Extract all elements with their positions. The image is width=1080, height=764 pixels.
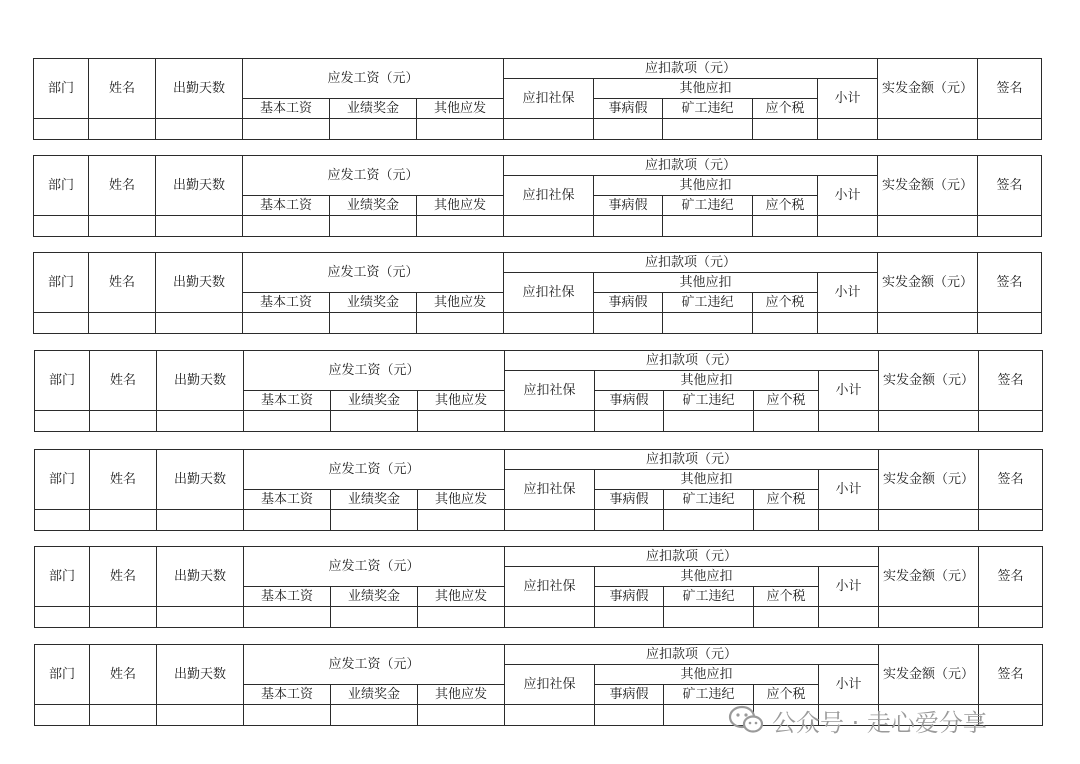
gross-pay-header: 应发工资（元）: [243, 253, 504, 293]
income-tax-header: 应个税: [753, 293, 818, 313]
attendance-days-header: 出勤天数: [156, 253, 243, 313]
attendance-days-cell[interactable]: [157, 510, 244, 531]
department-header: 部门: [34, 253, 89, 313]
department-header: 部门: [35, 645, 90, 705]
other-deductions-header: 其他应扣: [595, 470, 819, 490]
base-salary-cell[interactable]: [243, 119, 330, 140]
performance-bonus-header: 业绩奖金: [331, 587, 418, 607]
base-salary-header: 基本工资: [244, 391, 331, 411]
department-cell[interactable]: [35, 510, 90, 531]
leave-header: 事病假: [595, 587, 664, 607]
attendance-days-cell[interactable]: [157, 411, 244, 432]
performance-bonus-cell[interactable]: [330, 119, 417, 140]
other-payable-header: 其他应发: [418, 490, 505, 510]
performance-bonus-header: 业绩奖金: [331, 685, 418, 705]
other-payable-cell[interactable]: [417, 119, 504, 140]
base-salary-header: 基本工资: [244, 490, 331, 510]
subtotal-header: 小计: [819, 567, 879, 607]
wechat-icon: [728, 705, 764, 735]
other-payable-header: 其他应发: [417, 196, 504, 216]
deductions-header: 应扣款项（元）: [504, 156, 878, 176]
name-cell[interactable]: [90, 607, 157, 628]
leave-cell[interactable]: [595, 607, 664, 628]
signature-header: 签名: [978, 156, 1042, 216]
net-pay-cell[interactable]: [878, 313, 978, 334]
leave-cell[interactable]: [595, 411, 664, 432]
deductions-header: 应扣款项（元）: [505, 450, 879, 470]
leave-header: 事病假: [594, 196, 663, 216]
name-header: 姓名: [90, 547, 157, 607]
net-pay-cell[interactable]: [879, 607, 979, 628]
gross-pay-header: 应发工资（元）: [244, 351, 505, 391]
subtotal-header: 小计: [819, 371, 879, 411]
subtotal-cell[interactable]: [819, 510, 879, 531]
base-salary-header: 基本工资: [243, 99, 330, 119]
department-cell[interactable]: [35, 607, 90, 628]
mine-violation-header: 矿工违纪: [663, 99, 753, 119]
performance-bonus-cell[interactable]: [330, 313, 417, 334]
performance-bonus-header: 业绩奖金: [331, 391, 418, 411]
other-payable-header: 其他应发: [418, 391, 505, 411]
social-insurance-header: 应扣社保: [505, 371, 595, 411]
department-header: 部门: [35, 351, 90, 411]
gross-pay-header: 应发工资（元）: [244, 547, 505, 587]
social-insurance-cell[interactable]: [504, 119, 594, 140]
social-insurance-header: 应扣社保: [505, 470, 595, 510]
name-cell[interactable]: [90, 705, 157, 726]
attendance-days-cell[interactable]: [157, 607, 244, 628]
social-insurance-header: 应扣社保: [505, 665, 595, 705]
subtotal-header: 小计: [818, 176, 878, 216]
income-tax-cell[interactable]: [753, 216, 818, 237]
net-pay-header: 实发金额（元）: [878, 59, 978, 119]
deductions-header: 应扣款项（元）: [504, 253, 878, 273]
net-pay-header: 实发金额（元）: [879, 547, 979, 607]
mine-violation-cell[interactable]: [664, 411, 754, 432]
base-salary-header: 基本工资: [243, 196, 330, 216]
mine-violation-header: 矿工违纪: [663, 293, 753, 313]
mine-violation-cell[interactable]: [663, 216, 753, 237]
subtotal-header: 小计: [819, 665, 879, 705]
department-cell[interactable]: [35, 705, 90, 726]
income-tax-cell[interactable]: [754, 510, 819, 531]
net-pay-cell[interactable]: [878, 216, 978, 237]
attendance-days-cell[interactable]: [156, 313, 243, 334]
net-pay-header: 实发金额（元）: [879, 645, 979, 705]
leave-header: 事病假: [595, 685, 664, 705]
payslip-table: [33, 155, 1042, 237]
attendance-days-header: 出勤天数: [157, 450, 244, 510]
social-insurance-header: 应扣社保: [505, 567, 595, 607]
subtotal-cell[interactable]: [818, 119, 878, 140]
attendance-days-header: 出勤天数: [157, 547, 244, 607]
leave-header: 事病假: [595, 490, 664, 510]
income-tax-header: 应个税: [754, 685, 819, 705]
leave-header: 事病假: [595, 391, 664, 411]
net-pay-header: 实发金额（元）: [879, 450, 979, 510]
department-header: 部门: [35, 547, 90, 607]
other-deductions-header: 其他应扣: [594, 79, 818, 99]
mine-violation-cell[interactable]: [663, 119, 753, 140]
subtotal-cell[interactable]: [818, 216, 878, 237]
subtotal-cell[interactable]: [819, 607, 879, 628]
deductions-header: 应扣款项（元）: [505, 547, 879, 567]
signature-cell[interactable]: [979, 411, 1043, 432]
attendance-days-cell[interactable]: [157, 705, 244, 726]
signature-cell[interactable]: [979, 510, 1043, 531]
income-tax-header: 应个税: [754, 490, 819, 510]
subtotal-cell[interactable]: [819, 411, 879, 432]
performance-bonus-cell[interactable]: [330, 216, 417, 237]
name-cell[interactable]: [89, 313, 156, 334]
social-insurance-cell[interactable]: [504, 313, 594, 334]
net-pay-header: 实发金额（元）: [878, 156, 978, 216]
base-salary-cell[interactable]: [244, 705, 331, 726]
department-header: 部门: [34, 59, 89, 119]
base-salary-header: 基本工资: [243, 293, 330, 313]
name-header: 姓名: [89, 156, 156, 216]
income-tax-cell[interactable]: [754, 411, 819, 432]
attendance-days-header: 出勤天数: [156, 59, 243, 119]
mine-violation-header: 矿工违纪: [664, 587, 754, 607]
other-payable-cell[interactable]: [417, 216, 504, 237]
department-cell[interactable]: [34, 119, 89, 140]
signature-header: 签名: [978, 59, 1042, 119]
base-salary-header: 基本工资: [244, 587, 331, 607]
performance-bonus-cell[interactable]: [331, 411, 418, 432]
department-header: 部门: [34, 156, 89, 216]
social-insurance-header: 应扣社保: [504, 79, 594, 119]
gross-pay-header: 应发工资（元）: [243, 59, 504, 99]
net-pay-cell[interactable]: [879, 510, 979, 531]
name-header: 姓名: [90, 450, 157, 510]
attendance-days-cell[interactable]: [156, 216, 243, 237]
deductions-header: 应扣款项（元）: [505, 351, 879, 371]
signature-cell[interactable]: [979, 705, 1043, 726]
subtotal-header: 小计: [818, 273, 878, 313]
mine-violation-header: 矿工违纪: [663, 196, 753, 216]
income-tax-cell[interactable]: [753, 313, 818, 334]
signature-header: 签名: [979, 351, 1043, 411]
other-deductions-header: 其他应扣: [594, 273, 818, 293]
net-pay-header: 实发金额（元）: [879, 351, 979, 411]
leave-header: 事病假: [594, 99, 663, 119]
leave-cell[interactable]: [594, 313, 663, 334]
social-insurance-header: 应扣社保: [504, 273, 594, 313]
department-cell[interactable]: [34, 313, 89, 334]
base-salary-cell[interactable]: [243, 216, 330, 237]
income-tax-cell[interactable]: [754, 607, 819, 628]
mine-violation-cell[interactable]: [664, 510, 754, 531]
mine-violation-header: 矿工违纪: [664, 391, 754, 411]
social-insurance-cell[interactable]: [505, 705, 595, 726]
social-insurance-header: 应扣社保: [504, 176, 594, 216]
payslip-table: [34, 546, 1043, 628]
attendance-days-header: 出勤天数: [157, 351, 244, 411]
name-cell[interactable]: [90, 411, 157, 432]
net-pay-cell[interactable]: [879, 411, 979, 432]
performance-bonus-header: 业绩奖金: [330, 196, 417, 216]
department-cell[interactable]: [34, 216, 89, 237]
leave-cell[interactable]: [594, 119, 663, 140]
signature-cell[interactable]: [978, 313, 1042, 334]
signature-cell[interactable]: [978, 216, 1042, 237]
social-insurance-cell[interactable]: [505, 607, 595, 628]
signature-header: 签名: [978, 253, 1042, 313]
department-header: 部门: [35, 450, 90, 510]
attendance-days-cell[interactable]: [156, 119, 243, 140]
subtotal-header: 小计: [818, 79, 878, 119]
payslip-table: [34, 449, 1043, 531]
signature-header: 签名: [979, 450, 1043, 510]
income-tax-header: 应个税: [753, 99, 818, 119]
other-payable-header: 其他应发: [417, 99, 504, 119]
signature-cell[interactable]: [979, 607, 1043, 628]
other-payable-cell[interactable]: [418, 510, 505, 531]
social-insurance-cell[interactable]: [505, 411, 595, 432]
leave-cell[interactable]: [594, 216, 663, 237]
payslip-table: [33, 252, 1042, 334]
performance-bonus-header: 业绩奖金: [330, 99, 417, 119]
mine-violation-header: 矿工违纪: [664, 685, 754, 705]
signature-header: 签名: [979, 547, 1043, 607]
attendance-days-header: 出勤天数: [157, 645, 244, 705]
base-salary-cell[interactable]: [244, 607, 331, 628]
other-payable-header: 其他应发: [418, 685, 505, 705]
name-header: 姓名: [89, 253, 156, 313]
department-cell[interactable]: [35, 411, 90, 432]
performance-bonus-cell[interactable]: [331, 607, 418, 628]
base-salary-cell[interactable]: [244, 510, 331, 531]
other-payable-header: 其他应发: [418, 587, 505, 607]
leave-cell[interactable]: [595, 705, 664, 726]
other-deductions-header: 其他应扣: [595, 665, 819, 685]
other-deductions-header: 其他应扣: [595, 371, 819, 391]
social-insurance-cell[interactable]: [505, 510, 595, 531]
gross-pay-header: 应发工资（元）: [244, 645, 505, 685]
base-salary-header: 基本工资: [244, 685, 331, 705]
other-payable-header: 其他应发: [417, 293, 504, 313]
mine-violation-cell[interactable]: [664, 607, 754, 628]
performance-bonus-cell[interactable]: [331, 510, 418, 531]
subtotal-cell[interactable]: [818, 313, 878, 334]
watermark: [728, 705, 987, 735]
signature-header: 签名: [979, 645, 1043, 705]
name-header: 姓名: [90, 351, 157, 411]
attendance-days-header: 出勤天数: [156, 156, 243, 216]
payslip-table: [33, 58, 1042, 140]
name-header: 姓名: [89, 59, 156, 119]
other-deductions-header: 其他应扣: [595, 567, 819, 587]
mine-violation-cell[interactable]: [663, 313, 753, 334]
deductions-header: 应扣款项（元）: [505, 645, 879, 665]
other-payable-cell[interactable]: [417, 313, 504, 334]
gross-pay-header: 应发工资（元）: [244, 450, 505, 490]
name-header: 姓名: [90, 645, 157, 705]
performance-bonus-header: 业绩奖金: [331, 490, 418, 510]
leave-header: 事病假: [594, 293, 663, 313]
performance-bonus-cell[interactable]: [331, 705, 418, 726]
gross-pay-header: 应发工资（元）: [243, 156, 504, 196]
other-payable-cell[interactable]: [418, 705, 505, 726]
base-salary-cell[interactable]: [243, 313, 330, 334]
mine-violation-header: 矿工违纪: [664, 490, 754, 510]
signature-cell[interactable]: [978, 119, 1042, 140]
name-cell[interactable]: [89, 216, 156, 237]
watermark-text: 公众号 · 走心爱分享: [772, 708, 987, 737]
income-tax-header: 应个税: [754, 587, 819, 607]
income-tax-header: 应个税: [754, 391, 819, 411]
income-tax-cell[interactable]: [753, 119, 818, 140]
name-cell[interactable]: [89, 119, 156, 140]
deductions-header: 应扣款项（元）: [504, 59, 878, 79]
performance-bonus-header: 业绩奖金: [330, 293, 417, 313]
net-pay-cell[interactable]: [878, 119, 978, 140]
income-tax-header: 应个税: [753, 196, 818, 216]
payslip-table: [34, 350, 1043, 432]
subtotal-header: 小计: [819, 470, 879, 510]
name-cell[interactable]: [90, 510, 157, 531]
other-payable-cell[interactable]: [418, 411, 505, 432]
social-insurance-cell[interactable]: [504, 216, 594, 237]
other-deductions-header: 其他应扣: [594, 176, 818, 196]
net-pay-header: 实发金额（元）: [878, 253, 978, 313]
base-salary-cell[interactable]: [244, 411, 331, 432]
leave-cell[interactable]: [595, 510, 664, 531]
other-payable-cell[interactable]: [418, 607, 505, 628]
